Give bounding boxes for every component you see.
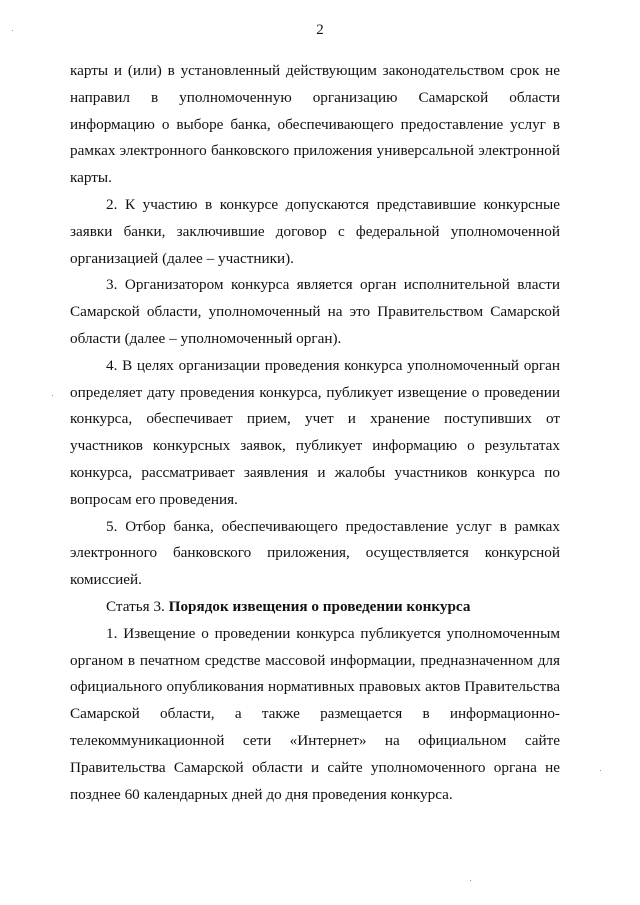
article-paragraph-1: 1. Извещение о проведении конкурса публикуется уполномоченным органом в печатном средстве массовой информации, предназначенном для официального опубликования нормативных правовых актов Правительства Самарской области, а также размещается в информационно-телекоммуникационной сети «Интернет» на официальном сайте Правительства Самарской области и сайте уполномоченного органа не позднее 60 календарных дней до дня проведения конкурса.	[70, 624, 560, 803]
scan-speck	[12, 30, 13, 31]
scan-speck	[600, 770, 601, 771]
scan-speck	[470, 880, 471, 881]
scan-speck	[52, 395, 53, 396]
paragraph-2: 2. К участию в конкурсе допускаются представившие конкурсные заявки банки, заключившие договор с федеральной уполномоченной организацией (далее – участники).	[70, 195, 560, 267]
paragraph-continuation: карты и (или) в установленный действующим законодательством срок не направил в уполномоченную организацию Самарской области информацию о выборе банка, обеспечивающего предоставление услуг в рамках электронного банковского приложения универсальной электронной карты.	[70, 62, 560, 187]
article-heading	[70, 594, 560, 621]
page-number: 2	[316, 22, 324, 38]
paragraph-4: 4. В целях организации проведения конкурса уполномоченный орган определяет дату проведения конкурса, публикует извещение о проведении конкурса, обеспечивает прием, учет и хранение поступивших от участников конкурсных заявок, публикует информацию о результатах конкурса, рассматривает заявления и жалобы участников конкурса по вопросам его проведения.	[70, 356, 560, 508]
article-title: Порядок извещения о проведении конкурса	[168, 597, 471, 615]
paragraph-5: 5. Отбор банка, обеспечивающего предоставление услуг в рамках электронного банковского приложения, осуществляется конкурсной комиссией.	[70, 517, 560, 589]
article-prefix: Статья 3.	[106, 597, 165, 615]
document-body	[70, 58, 560, 808]
paragraph-3: 3. Организатором конкурса является орган исполнительной власти Самарской области, уполномоченный на это Правительством Самарской области (далее – уполномоченный орган).	[70, 276, 560, 347]
